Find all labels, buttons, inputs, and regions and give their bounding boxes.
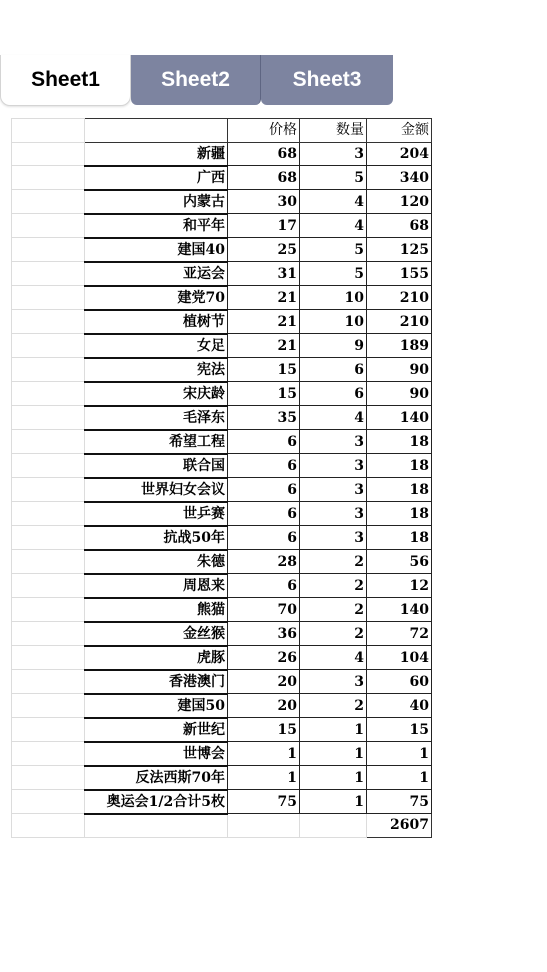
- amount-cell[interactable]: 18: [367, 454, 432, 478]
- quantity-cell[interactable]: 3: [300, 502, 367, 526]
- price-cell[interactable]: 30: [228, 190, 300, 214]
- amount-cell[interactable]: 56: [367, 550, 432, 574]
- cell[interactable]: [12, 119, 85, 143]
- price-cell[interactable]: 15: [228, 718, 300, 742]
- header-quantity[interactable]: 数量: [300, 119, 367, 143]
- table-row: [12, 622, 432, 646]
- name-cell[interactable]: 香港澳门: [85, 670, 228, 694]
- quantity-cell[interactable]: 6: [300, 382, 367, 406]
- quantity-cell[interactable]: 4: [300, 646, 367, 670]
- table-row: [12, 766, 432, 790]
- empty-cell[interactable]: [12, 214, 85, 238]
- header-amount[interactable]: 金额: [367, 119, 432, 143]
- name-cell[interactable]: 金丝猴: [85, 622, 228, 646]
- quantity-cell[interactable]: 3: [300, 670, 367, 694]
- empty-cell[interactable]: [12, 166, 85, 190]
- name-cell[interactable]: 虎豚: [85, 646, 228, 670]
- amount-cell[interactable]: 125: [367, 238, 432, 262]
- table-row: [12, 190, 432, 214]
- empty-cell[interactable]: [12, 742, 85, 766]
- empty-cell[interactable]: [12, 286, 85, 310]
- table-row: [12, 646, 432, 670]
- quantity-cell[interactable]: 3: [300, 454, 367, 478]
- price-cell[interactable]: 35: [228, 406, 300, 430]
- name-cell[interactable]: 建党70: [85, 286, 228, 310]
- price-cell[interactable]: 21: [228, 334, 300, 358]
- table-row: [12, 478, 432, 502]
- price-cell[interactable]: 6: [228, 526, 300, 550]
- price-cell[interactable]: 21: [228, 286, 300, 310]
- empty-cell[interactable]: [12, 574, 85, 598]
- quantity-cell[interactable]: 3: [300, 142, 367, 166]
- amount-cell[interactable]: 68: [367, 214, 432, 238]
- price-cell[interactable]: 6: [228, 454, 300, 478]
- table-row: [12, 790, 432, 814]
- name-cell[interactable]: 植树节: [85, 310, 228, 334]
- empty-cell[interactable]: [12, 382, 85, 406]
- name-cell[interactable]: 世乒赛: [85, 502, 228, 526]
- price-cell[interactable]: 20: [228, 694, 300, 718]
- quantity-cell[interactable]: 4: [300, 406, 367, 430]
- quantity-cell[interactable]: 2: [300, 598, 367, 622]
- quantity-cell[interactable]: 1: [300, 742, 367, 766]
- amount-cell[interactable]: 120: [367, 190, 432, 214]
- table-row: [12, 406, 432, 430]
- tab-sheet2[interactable]: Sheet2: [131, 55, 261, 105]
- amount-cell[interactable]: 18: [367, 478, 432, 502]
- name-cell[interactable]: 新疆: [85, 142, 228, 166]
- quantity-cell[interactable]: 10: [300, 286, 367, 310]
- empty-cell[interactable]: [12, 646, 85, 670]
- empty-cell[interactable]: [12, 142, 85, 166]
- name-cell[interactable]: 奥运会1/2合计5枚: [85, 790, 228, 814]
- amount-cell[interactable]: 12: [367, 574, 432, 598]
- name-cell[interactable]: 毛泽东: [85, 406, 228, 430]
- empty-cell[interactable]: [12, 502, 85, 526]
- empty-cell[interactable]: [12, 766, 85, 790]
- price-cell[interactable]: 17: [228, 214, 300, 238]
- table-row: [12, 262, 432, 286]
- quantity-cell[interactable]: 5: [300, 262, 367, 286]
- amount-cell[interactable]: 75: [367, 790, 432, 814]
- price-cell[interactable]: 68: [228, 166, 300, 190]
- table-row: [12, 718, 432, 742]
- empty-cell[interactable]: [12, 694, 85, 718]
- table-row: [12, 502, 432, 526]
- table-row: [12, 358, 432, 382]
- name-cell[interactable]: 世博会: [85, 742, 228, 766]
- table-row: [12, 430, 432, 454]
- amount-cell[interactable]: 90: [367, 382, 432, 406]
- quantity-cell[interactable]: 5: [300, 238, 367, 262]
- table-row: [12, 286, 432, 310]
- name-cell[interactable]: 熊猫: [85, 598, 228, 622]
- empty-cell[interactable]: [12, 550, 85, 574]
- quantity-cell[interactable]: 1: [300, 718, 367, 742]
- name-cell[interactable]: 宪法: [85, 358, 228, 382]
- amount-cell[interactable]: 140: [367, 598, 432, 622]
- name-cell[interactable]: 希望工程: [85, 430, 228, 454]
- amount-cell[interactable]: 40: [367, 694, 432, 718]
- tab-sheet1[interactable]: Sheet1: [0, 55, 131, 106]
- empty-cell[interactable]: [12, 310, 85, 334]
- quantity-cell[interactable]: 3: [300, 526, 367, 550]
- price-cell[interactable]: 36: [228, 622, 300, 646]
- total-amount-cell[interactable]: 2607: [367, 814, 432, 838]
- empty-cell[interactable]: [12, 718, 85, 742]
- total-row: [12, 814, 432, 838]
- table-row: [12, 454, 432, 478]
- price-cell[interactable]: 6: [228, 478, 300, 502]
- amount-cell[interactable]: 210: [367, 286, 432, 310]
- quantity-cell[interactable]: 2: [300, 574, 367, 598]
- price-cell[interactable]: 6: [228, 502, 300, 526]
- price-cell[interactable]: 21: [228, 310, 300, 334]
- name-cell[interactable]: 反法西斯70年: [85, 766, 228, 790]
- amount-cell[interactable]: 18: [367, 526, 432, 550]
- amount-cell[interactable]: 104: [367, 646, 432, 670]
- name-cell[interactable]: 世界妇女会议: [85, 478, 228, 502]
- header-price[interactable]: 价格: [228, 119, 300, 143]
- name-cell[interactable]: 内蒙古: [85, 190, 228, 214]
- name-cell[interactable]: 和平年: [85, 214, 228, 238]
- header-name-cell[interactable]: [85, 119, 228, 143]
- amount-cell[interactable]: 1: [367, 766, 432, 790]
- name-cell[interactable]: 新世纪: [85, 718, 228, 742]
- table-row: [12, 166, 432, 190]
- quantity-cell[interactable]: 2: [300, 622, 367, 646]
- amount-cell[interactable]: 18: [367, 430, 432, 454]
- empty-cell[interactable]: [300, 814, 367, 838]
- table-row: [12, 550, 432, 574]
- amount-cell[interactable]: 189: [367, 334, 432, 358]
- sheet-tab-bar: [0, 55, 547, 105]
- price-cell[interactable]: 28: [228, 550, 300, 574]
- empty-cell[interactable]: [12, 430, 85, 454]
- name-cell[interactable]: 宋庆龄: [85, 382, 228, 406]
- name-cell[interactable]: 联合国: [85, 454, 228, 478]
- empty-cell[interactable]: [12, 454, 85, 478]
- name-cell[interactable]: 周恩来: [85, 574, 228, 598]
- amount-cell[interactable]: 60: [367, 670, 432, 694]
- empty-cell[interactable]: [12, 190, 85, 214]
- price-cell[interactable]: 20: [228, 670, 300, 694]
- table-row: [12, 742, 432, 766]
- table-row: [12, 598, 432, 622]
- quantity-cell[interactable]: 3: [300, 430, 367, 454]
- spreadsheet-grid: [11, 118, 432, 838]
- tab-sheet3[interactable]: Sheet3: [261, 55, 393, 105]
- table-row: [12, 574, 432, 598]
- empty-cell[interactable]: [12, 790, 85, 814]
- price-cell[interactable]: 70: [228, 598, 300, 622]
- empty-cell[interactable]: [12, 262, 85, 286]
- amount-cell[interactable]: 340: [367, 166, 432, 190]
- empty-cell[interactable]: [12, 358, 85, 382]
- price-cell[interactable]: 1: [228, 742, 300, 766]
- price-cell[interactable]: 15: [228, 382, 300, 406]
- quantity-cell[interactable]: 5: [300, 166, 367, 190]
- name-cell[interactable]: 广西: [85, 166, 228, 190]
- name-cell[interactable]: 建国50: [85, 694, 228, 718]
- quantity-cell[interactable]: 2: [300, 550, 367, 574]
- table-row: [12, 142, 432, 166]
- amount-cell[interactable]: 1: [367, 742, 432, 766]
- price-cell[interactable]: 6: [228, 430, 300, 454]
- empty-cell[interactable]: [12, 598, 85, 622]
- empty-cell[interactable]: [12, 478, 85, 502]
- quantity-cell[interactable]: 2: [300, 694, 367, 718]
- table-row: [12, 310, 432, 334]
- empty-cell[interactable]: [12, 670, 85, 694]
- table-row: [12, 694, 432, 718]
- quantity-cell[interactable]: 1: [300, 790, 367, 814]
- empty-cell[interactable]: [12, 334, 85, 358]
- name-cell[interactable]: 朱德: [85, 550, 228, 574]
- price-cell[interactable]: 68: [228, 142, 300, 166]
- quantity-cell[interactable]: 9: [300, 334, 367, 358]
- price-cell[interactable]: 1: [228, 766, 300, 790]
- quantity-cell[interactable]: 4: [300, 190, 367, 214]
- empty-cell[interactable]: [85, 814, 228, 838]
- quantity-cell[interactable]: 1: [300, 766, 367, 790]
- amount-cell[interactable]: 15: [367, 718, 432, 742]
- amount-cell[interactable]: 140: [367, 406, 432, 430]
- empty-cell[interactable]: [228, 814, 300, 838]
- table-row: [12, 382, 432, 406]
- name-cell[interactable]: 女足: [85, 334, 228, 358]
- amount-cell[interactable]: 210: [367, 310, 432, 334]
- price-cell[interactable]: 25: [228, 238, 300, 262]
- empty-cell[interactable]: [12, 622, 85, 646]
- quantity-cell[interactable]: 3: [300, 478, 367, 502]
- price-cell[interactable]: 75: [228, 790, 300, 814]
- table-row: [12, 214, 432, 238]
- price-cell[interactable]: 26: [228, 646, 300, 670]
- table-row: [12, 526, 432, 550]
- empty-cell[interactable]: [12, 814, 85, 838]
- table-row: [12, 334, 432, 358]
- amount-cell[interactable]: 204: [367, 142, 432, 166]
- quantity-cell[interactable]: 4: [300, 214, 367, 238]
- amount-cell[interactable]: 155: [367, 262, 432, 286]
- quantity-cell[interactable]: 6: [300, 358, 367, 382]
- table-row: [12, 238, 432, 262]
- empty-cell[interactable]: [12, 526, 85, 550]
- quantity-cell[interactable]: 10: [300, 310, 367, 334]
- amount-cell[interactable]: 18: [367, 502, 432, 526]
- empty-cell[interactable]: [12, 238, 85, 262]
- price-cell[interactable]: 6: [228, 574, 300, 598]
- header-row: [12, 119, 432, 143]
- name-cell[interactable]: 建国40: [85, 238, 228, 262]
- amount-cell[interactable]: 90: [367, 358, 432, 382]
- amount-cell[interactable]: 72: [367, 622, 432, 646]
- price-cell[interactable]: 31: [228, 262, 300, 286]
- name-cell[interactable]: 抗战50年: [85, 526, 228, 550]
- empty-cell[interactable]: [12, 406, 85, 430]
- name-cell[interactable]: 亚运会: [85, 262, 228, 286]
- price-cell[interactable]: 15: [228, 358, 300, 382]
- table-row: [12, 670, 432, 694]
